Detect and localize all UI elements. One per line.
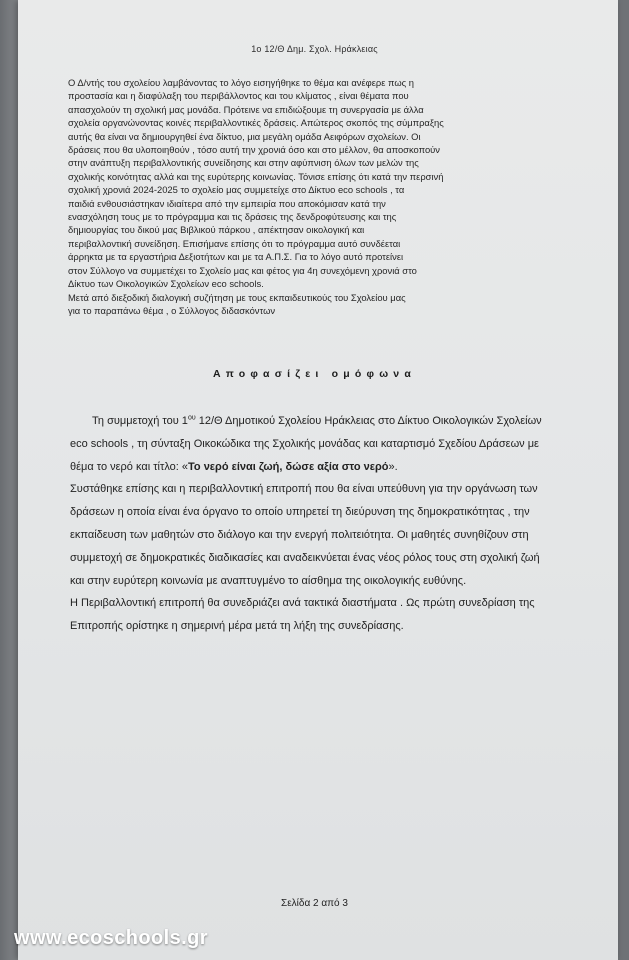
ordinal-superscript: ου: [187, 414, 196, 422]
intro-line: για το παραπάνω θέμα , ο Σύλλογος διδασκόντων: [68, 304, 276, 316]
intro-line: στον Σύλλογο να συμμετέχει το Σχολείο μας και φέτος για 4η συνεχόμενη χρονιά στο: [68, 264, 417, 276]
intro-line: απασχολούν τη σχολική μας μονάδα. Πρότεινε να επιδιώξουμε τη συνεργασία με άλλα: [68, 103, 424, 115]
intro-line: προστασία και η διαφύλαξη του περιβάλλοντος και του κλίματος , είναι θέματα που: [68, 90, 409, 102]
intro-line: άρρηκτα με τα εργαστήρια Δεξιοτήτων και με τα Α.Π.Σ. Για το λόγο αυτό προτείνει: [68, 251, 404, 263]
decision-text: Τη συμμετοχή του 1: [92, 415, 188, 427]
intro-line: αυτής θα είναι να δημιουργηθεί ένα δίκτυο, μια μεγάλη ομάδα Αειφόρων σχολείων. Οι: [68, 130, 421, 142]
intro-line: Δίκτυο των Οικολογικών Σχολείων eco schools.: [68, 278, 264, 290]
intro-line: σχολικής κοινότητας αλλά και της ευρύτερης κοινωνίας. Τόνισε επίσης ότι κατά την περσινή: [68, 170, 444, 182]
decision-body: [70, 410, 556, 638]
decision-paragraph-2: Συστάθηκε επίσης και η περιβαλλοντική επιτροπή που θα είναι υπεύθυνη για την οργάνωση των δράσεων η οποία είναι ένα όργανο το οποίο υπηρετεί τη διεύρυνση της δημοκρατικότητας , την εκπαίδευση των μαθητών στο διάλογο και την ενεργή πολιτειότητα. Οι μαθητές συνηθίζουν στη συμμετοχή σε δημοκρατικές διαδικασίες και αναδεικνύεται ένας νέος ρόλος τους στη σχολική ζωή και στην ευρύτερη κοινωνία με αναπτυγμένο το αίσθημα της οικολογικής ευθύνης.: [70, 483, 540, 587]
intro-line: ενασχόληση τους με το πρόγραμμα και τις δράσεις της δενδροφύτευσης και της: [68, 211, 397, 223]
intro-line: Ο Δ/ντής του σχολείου λαμβάνοντας το λόγο εισηγήθηκε το θέμα και ανέφερε πως η: [68, 77, 415, 88]
intro-line: σχολική χρονιά 2024-2025 το σχολείο μας συμμετείχε στο Δίκτυο eco schools , τα: [68, 184, 405, 196]
decision-text: ».: [388, 460, 398, 473]
decision-paragraph-1: [70, 410, 556, 478]
decision-heading: Αποφασίζει ομόφωνα: [213, 368, 416, 380]
decision-paragraph-3: Η Περιβαλλοντική επιτροπή θα συνεδριάζει ανά τακτικά διαστήματα . Ως πρώτη συνεδρίαση της Επιτροπής ορίστηκε η σημερινή μέρα μετά τη λήξη της συνεδρίασης.: [70, 597, 535, 633]
watermark-url: www.ecoschools.gr: [14, 927, 208, 949]
action-plan-title: Το νερό είναι ζωή, δώσε αξία στο νερό: [188, 460, 389, 473]
intro-line: παιδιά ενθουσιάστηκαν ιδιαίτερα από την εμπειρία που αποκόμισαν κατά την: [68, 197, 386, 209]
intro-paragraph: [68, 76, 554, 317]
intro-line: Μετά από διεξοδική διαλογική συζήτηση με τους εκπαιδευτικούς του Σχολείου μας: [68, 291, 406, 303]
page-number: Σελίδα 2 από 3: [281, 898, 348, 909]
intro-line: δημιουργίας του δικού μας Βιβλικού πάρκου , απέκτησαν οικολογική και: [68, 224, 365, 236]
decision-text: 12/Θ Δημοτικού Σχολείου Ηράκλειας στο Δίκτυο Οικολογικών Σχολείων eco schools , τη σύνταξη Οικοκώδικα της Σχολικής μονάδας και καταρτισμό Σχεδίου Δράσεων με θέμα το νερό και τίτλο: «: [70, 415, 542, 473]
intro-line: σχολεία οργανώνοντας κοινές περιβαλλοντικές δράσεις. Απώτερος σκοπός της σύμπραξης: [68, 117, 444, 129]
page-header: 1ο 12/Θ Δημ. Σχολ. Ηράκλειας: [251, 44, 378, 54]
intro-line: δράσεις που θα υλοποιηθούν , τόσο αυτή την χρονιά όσο και στο μέλλον, θα αποσκοπούν: [68, 144, 440, 156]
intro-line: στην ανάπτυξη περιβαλλοντικής συνείδησης και στην αφύπνιση όλων των μελών της: [68, 157, 419, 169]
intro-line: περιβαλλοντική συνείδηση. Επισήμανε επίσης ότι το πρόγραμμα αυτό συνδέεται: [68, 237, 401, 249]
